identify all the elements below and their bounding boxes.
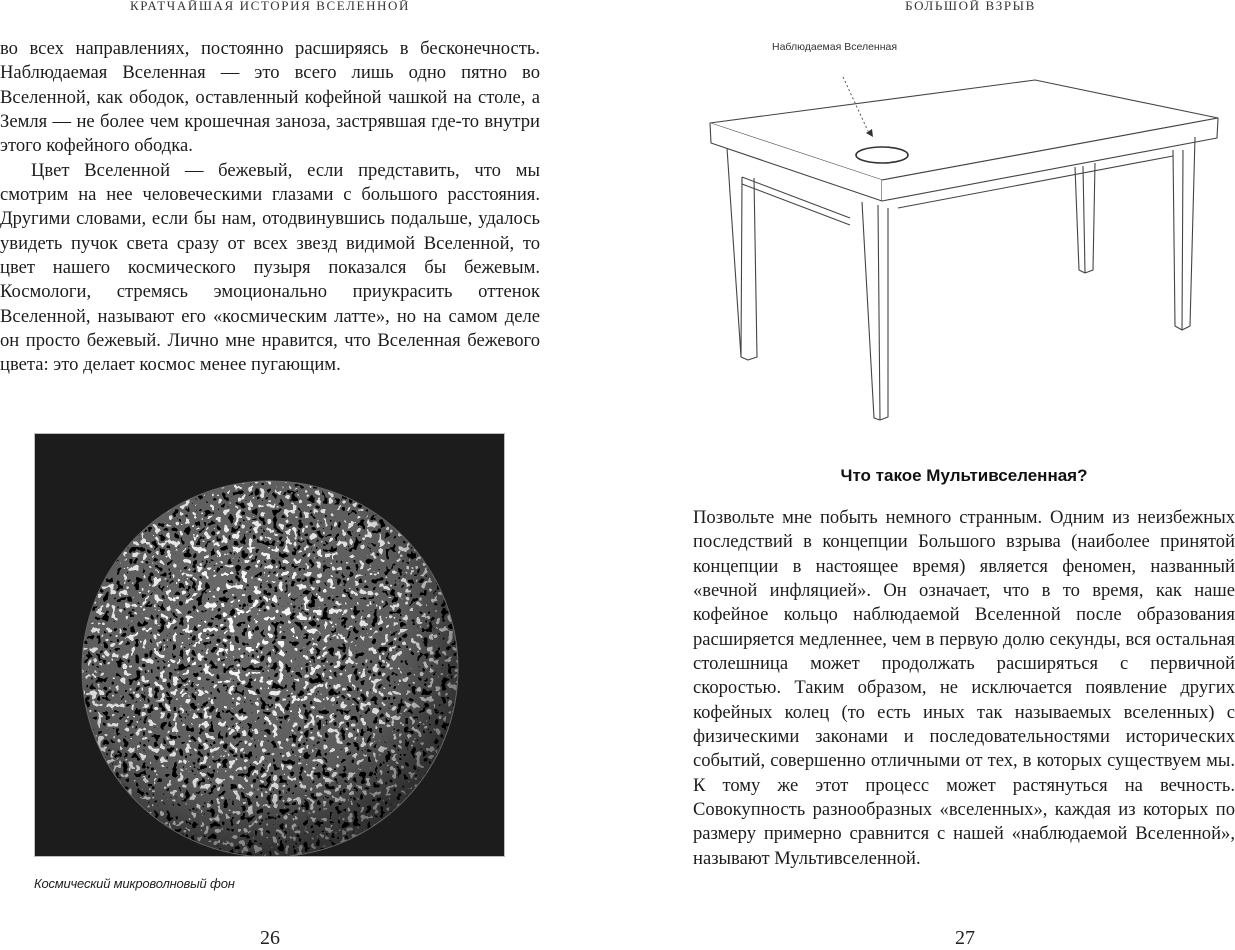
paragraph: Позвольте мне побыть немного странным. Одним из неизбежных последствий в концепции Большого взрыва (наиболее принятой концепции в настоящее время) является феномен, названный «вечной инфляцией». Он означает, что в то время, как наше кофейное кольцо наблюдаемой Вселенной после образования расширяется медленнее, чем в первую долю секунды, вся остальная столешница может продолжать расширяться с первичной скоростью. Таким образом, не исключается появление других кофейных колец (то есть иных так называемых вселенных) с физическими законами и последовательностями исторических событий, совершенно отличными от тех, в которых существуем мы. К тому же этот процесс может растянуться на вечность. Совокупность разнообразных «вселенных», каждая из которых по размеру примерно сравнится с нашей «наблюдаемой Вселенной», называют Мультивселенной. — [693, 507, 1235, 869]
observable-universe-label: Наблюдаемая Вселенная — [772, 41, 898, 53]
page-number-left: 26 — [260, 927, 280, 949]
running-head-right: БОЛЬШОЙ ВЗРЫВ — [905, 0, 1036, 13]
page-number-right: 27 — [955, 927, 975, 949]
paragraph: Цвет Вселенной — бежевый, если представить, что мы смотрим на нее человеческими глазами с большого расстояния. Другими словами, если бы нам, отодвинувшись подальше, удалось увидеть пучок света сразу от всех звезд видимой Вселенной, то цвет нашего космического пузыря показался бы бежевым. Космологи, стремясь эмоционально приукрасить оттенок Вселенной, называют его «космическим латте», но на самом деле он просто бежевый. Лично мне нравится, что Вселенная бежевого цвета: это делает космос менее пугающим. — [0, 159, 540, 376]
right-page — [680, 0, 1235, 949]
table-illustration — [680, 30, 1235, 430]
left-page — [0, 0, 560, 949]
cmb-sphere-image — [34, 433, 505, 857]
figure-caption: Космический микроволновый фон — [34, 876, 235, 891]
running-head-left: КРАТЧАЙШАЯ ИСТОРИЯ ВСЕЛЕННОЙ — [129, 0, 411, 13]
paragraph: во всех направлениях, постоянно расширяясь в бесконечность. Наблюдаемая Вселенная — это всего лишь одно пятно во Вселенной, как ободок, оставленный кофейной чашкой на столе, а Земля — не более чем крошечная заноза, застрявшая где-то внутри этого кофейного ободка. — [0, 38, 540, 157]
left-page-body — [0, 37, 540, 378]
right-page-body — [693, 506, 1235, 871]
section-heading: Что такое Мультивселенная? — [840, 466, 1088, 485]
